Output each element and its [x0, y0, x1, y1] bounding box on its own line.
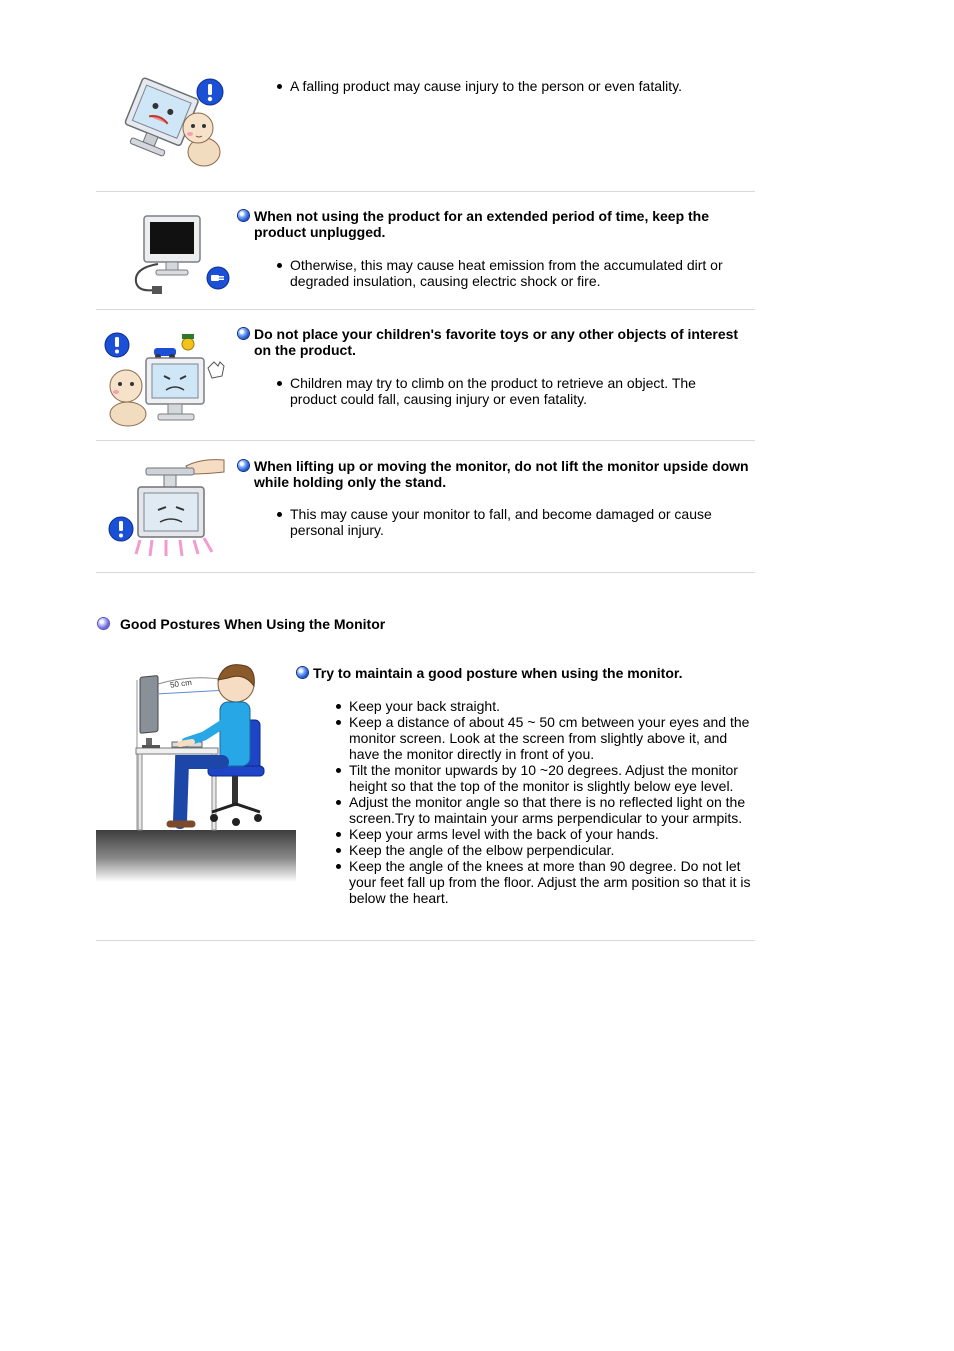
list-item: Children may try to climb on the product to retrieve an object. The product could fall, causing injury or even fatality. [274, 375, 744, 407]
distance-label: 50 cm [169, 677, 193, 690]
list-item: Keep the angle of the knees at more than 90 degree. Do not let your feet fall up from the floor. Adjust the arm position so that it is below the heart. [333, 858, 755, 906]
list-item: Tilt the monitor upwards by 10 ~20 degrees. Adjust the monitor height so that the top of the monitor is slightly below eye level. [333, 762, 755, 794]
bullet-list [274, 375, 744, 407]
divider [96, 309, 755, 310]
list-item: Keep your arms level with the back of your hands. [333, 826, 755, 842]
posture-heading: Try to maintain a good posture when using the monitor. [297, 665, 757, 681]
list-item: Keep a distance of about 45 ~ 50 cm between your eyes and the monitor screen. Look at the screen from slightly above it, and have the monitor directly in front of you. [333, 714, 755, 762]
bullet-orb-icon [297, 667, 308, 678]
bullet-list [274, 257, 754, 289]
list-item: This may cause your monitor to fall, and become damaged or cause personal injury. [274, 506, 744, 538]
toys-on-monitor-illustration [104, 332, 228, 428]
list-item: Keep the angle of the elbow perpendicular. [333, 842, 755, 858]
list-item: Keep your back straight. [333, 698, 755, 714]
warning-icon [108, 516, 134, 542]
list-item: Adjust the monitor angle so that there is no reflected light on the screen.Try to maintain your arms perpendicular to your armpits. [333, 794, 755, 826]
block-heading: When not using the product for an extended period of time, keep the product unplugged. [238, 208, 756, 240]
unplug-icon [206, 266, 230, 290]
posture-illustration [96, 662, 296, 882]
bullet-orb-icon [238, 460, 249, 471]
section-title: Good Postures When Using the Monitor [98, 616, 385, 632]
list-item: A falling product may cause injury to the person or even fatality. [274, 78, 754, 94]
lifting-monitor-illustration [132, 458, 228, 558]
posture-bullet-list [333, 698, 755, 906]
divider [96, 572, 755, 573]
divider [96, 940, 755, 941]
divider [96, 191, 755, 192]
section-orb-icon [98, 618, 109, 629]
bullet-orb-icon [238, 210, 249, 221]
block-heading: When lifting up or moving the monitor, do not lift the monitor upside down while holding only the stand. [238, 458, 756, 490]
warning-icon [196, 78, 224, 106]
bullet-list [274, 506, 744, 538]
bullet-list [274, 78, 754, 94]
divider [96, 440, 755, 441]
block-heading: Do not place your children's favorite toys or any other objects of interest on the product. [238, 326, 756, 358]
list-item: Otherwise, this may cause heat emission from the accumulated dirt or degraded insulation, causing electric shock or fire. [274, 257, 754, 289]
bullet-orb-icon [238, 328, 249, 339]
